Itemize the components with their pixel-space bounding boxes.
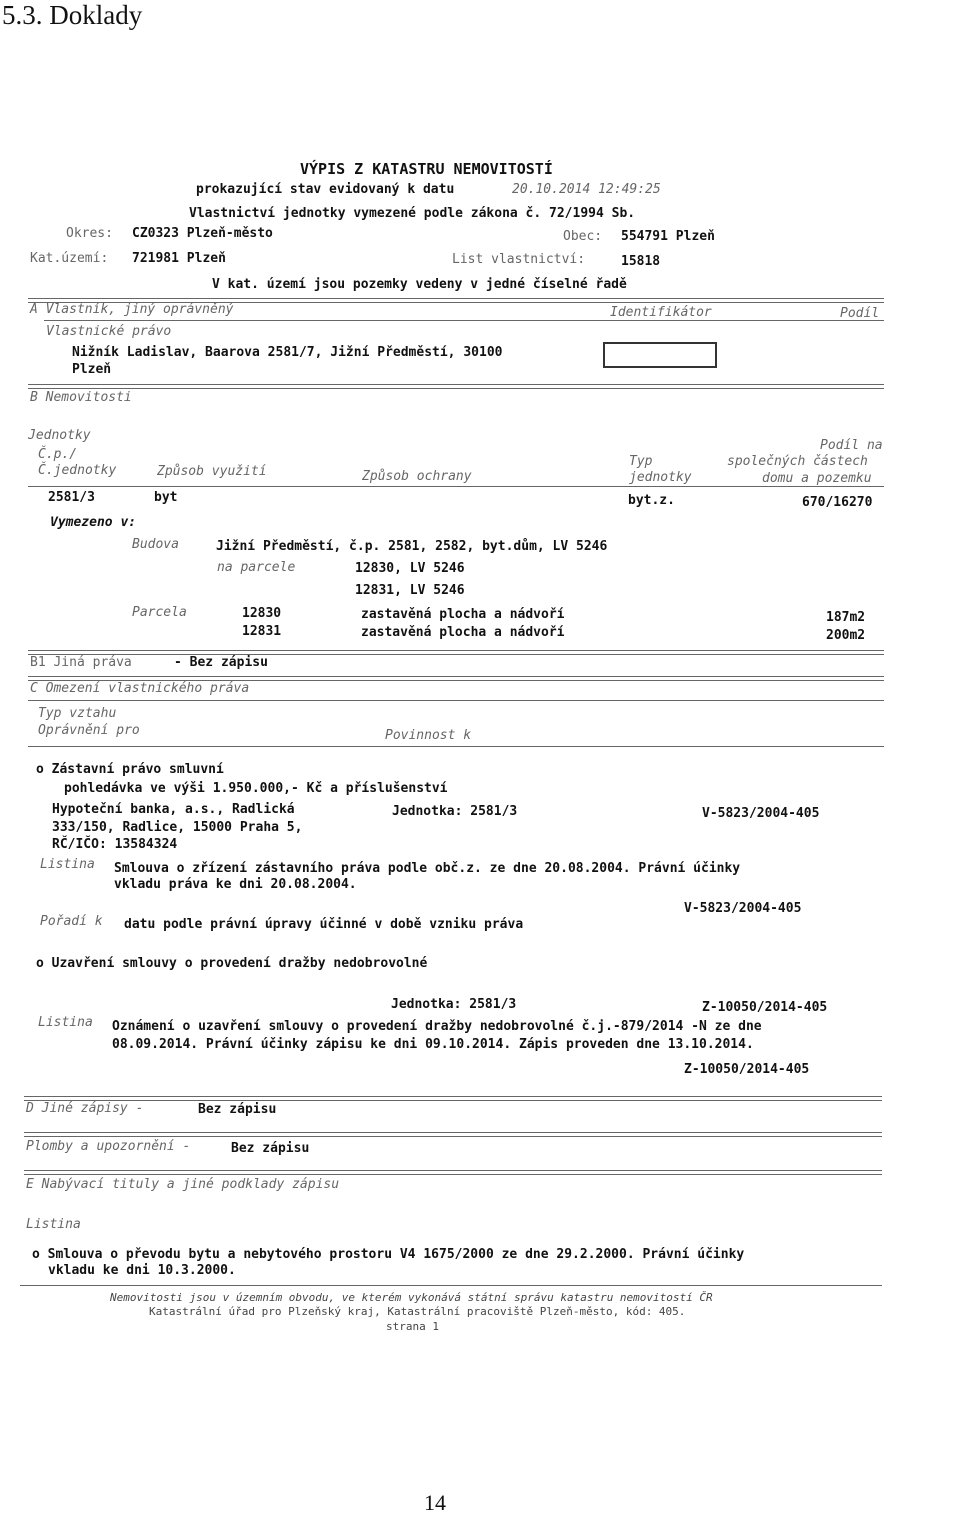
divider [24, 1096, 882, 1101]
col-typ-1: Typ [629, 454, 653, 469]
povinnost-k-label: Povinnost k [385, 728, 472, 743]
entry1-listina-line1: Smlouva o zřízení zástavního práva podle obč.z. ze dne 20.08.2004. Právní účinky [114, 861, 741, 876]
katuzemi-value: 721981 Plzeň [132, 251, 226, 266]
kat-note: V kat. území jsou pozemky vedeny v jedné číselné řadě [212, 277, 627, 292]
entry2-ref: Z-10050/2014-405 [702, 1000, 828, 1015]
row-typ: byt.z. [628, 493, 675, 508]
parcela-label: Parcela [132, 605, 187, 620]
budova-value: Jižní Předměstí, č.p. 2581, 2582, byt.dům, LV 5246 [216, 539, 608, 554]
owner-line-1: Nižník Ladislav, Baarova 2581/7, Jižní Předměstí, 30100 [72, 345, 503, 360]
law-line: Vlastnictví jednotky vymezené podle zákona č. 72/1994 Sb. [189, 206, 636, 221]
divider [28, 650, 884, 655]
na-parcele-label: na parcele [217, 560, 296, 575]
row-podil: 670/16270 [802, 495, 873, 510]
col-typ-2: jednotky [629, 470, 692, 485]
entry1-ref: V-5823/2004-405 [702, 806, 820, 821]
section-e-listina-label: Listina [26, 1217, 81, 1232]
divider [28, 486, 884, 487]
footer-line-1: Nemovitosti jsou v územním obvodu, ve kterém vykonává státní správu katastru nemovitostí ČR [110, 1291, 713, 1304]
jednotky-label: Jednotky [28, 428, 91, 443]
section-e-header: E Nabývací tituly a jiné podklady zápisu [26, 1177, 340, 1192]
obec-label: Obec: [563, 229, 603, 244]
col-zpusob-ochrany: Způsob ochrany [362, 469, 472, 484]
divider [28, 700, 884, 701]
section-a-header: A Vlastník, jiný oprávněný [30, 302, 234, 317]
opravneni-pro-label: Oprávnění pro [38, 723, 140, 738]
parcela-druh: zastavěná plocha a nádvoří [361, 607, 565, 622]
entry1-listina-line2: vkladu práva ke dni 20.08.2004. [114, 877, 357, 892]
row-vyuziti: byt [154, 490, 178, 505]
entry1-line2: pohledávka ve výši 1.950.000,- Kč a příslušenství [64, 781, 448, 796]
section-b-header: B Nemovitosti [30, 390, 132, 405]
col-cj: Č.jednotky [38, 463, 117, 478]
identifikator-box [603, 342, 717, 368]
section-d-label: D Jiné zápisy - [26, 1101, 144, 1116]
document-title: VÝPIS Z KATASTRU NEMOVITOSTÍ [300, 160, 553, 178]
podil-header: Podíl [840, 306, 880, 321]
lv-label: List vlastnictví: [452, 252, 586, 267]
col-cp: Č.p./ [38, 447, 78, 462]
parcela-ref-1: 12830, LV 5246 [355, 561, 465, 576]
owner-line-2: Plzeň [72, 362, 112, 377]
entry2-ref-2: Z-10050/2014-405 [684, 1062, 810, 1077]
poradi-value: datu podle právní úpravy účinné v době vzniku práva [124, 917, 524, 932]
plomby-label: Plomby a upozornění - [26, 1139, 191, 1154]
lv-value: 15818 [621, 254, 661, 269]
footer-line-2: Katastrální úřad pro Plzeňský kraj, Katastrální pracoviště Plzeň-město, kód: 405. [149, 1305, 686, 1318]
section-e-entry-line2: vkladu ke dni 10.3.2000. [48, 1263, 236, 1278]
parcela-vymera: 187m2 [826, 610, 866, 625]
parcela-druh: zastavěná plocha a nádvoří [361, 625, 565, 640]
vymezeno-label: Vymezeno v: [50, 515, 137, 530]
subtitle-date: 20.10.2014 12:49:25 [512, 182, 661, 197]
page-number: 14 [424, 1490, 446, 1515]
divider [44, 320, 884, 321]
entry2-jednotka: Jednotka: 2581/3 [391, 997, 517, 1012]
entry2-listina-line2: 08.09.2014. Právní účinky zápisu ke dni 09.10.2014. Zápis proveden dne 13.10.2014. [112, 1037, 754, 1052]
okres-label: Okres: [66, 226, 113, 241]
entry1-jednotka: Jednotka: 2581/3 [392, 804, 518, 819]
okres-value: CZ0323 Plzeň-město [132, 226, 273, 241]
section-e-entry-line1: o Smlouva o převodu bytu a nebytového prostoru V4 1675/2000 ze dne 29.2.2000. Právní účinky [32, 1247, 745, 1262]
identifikator-header: Identifikátor [610, 305, 712, 320]
section-b1-label: B1 Jiná práva [30, 655, 132, 670]
divider [28, 384, 884, 389]
parcela-ref-2: 12831, LV 5246 [355, 583, 465, 598]
divider [20, 1285, 882, 1286]
parcela-number: 12830 [242, 606, 282, 621]
section-b1-value: - Bez zápisu [174, 655, 268, 670]
entry2-listina-line1: Oznámení o uzavření smlouvy o provedení dražby nedobrovolné č.j.-879/2014 -N ze dne [112, 1019, 762, 1034]
obec-value: 554791 Plzeň [621, 229, 715, 244]
plomby-value: Bez zápisu [231, 1141, 310, 1156]
vlastnicke-pravo-label: Vlastnické právo [46, 324, 172, 339]
entry2-listina-label: Listina [38, 1015, 93, 1030]
entry1-ref-2: V-5823/2004-405 [684, 901, 802, 916]
budova-label: Budova [132, 537, 179, 552]
divider [24, 1132, 882, 1137]
col-podil-3: domu a pozemku [762, 471, 872, 486]
section-d-value: Bez zápisu [198, 1102, 277, 1117]
entry1-title: o Zástavní právo smluvní [36, 762, 224, 777]
parcela-vymera: 200m2 [826, 628, 866, 643]
col-podil-2: společných částech [727, 454, 868, 469]
subtitle-prefix: prokazující stav evidovaný k datu [196, 182, 455, 197]
entry1-bank-line1: Hypoteční banka, a.s., Radlická [52, 802, 295, 817]
entry1-bank-line2: 333/150, Radlice, 15000 Praha 5, [52, 820, 303, 835]
footer-line-3: strana 1 [386, 1320, 439, 1333]
col-zpusob-vyuziti: Způsob využití [157, 464, 267, 479]
section-c-header: C Omezení vlastnického práva [30, 681, 250, 696]
row-cislo-jednotky: 2581/3 [48, 490, 95, 505]
divider [24, 1170, 882, 1175]
poradi-label: Pořadí k [40, 914, 103, 929]
parcela-number: 12831 [242, 624, 282, 639]
divider [28, 746, 884, 747]
col-podil-1: Podíl na [820, 438, 883, 453]
katuzemi-label: Kat.území: [30, 251, 109, 266]
entry1-listina-label: Listina [40, 857, 95, 872]
typ-vztahu-label: Typ vztahu [38, 706, 117, 721]
entry1-bank-line3: RČ/IČO: 13584324 [52, 837, 178, 852]
entry2-title: o Uzavření smlouvy o provedení dražby nedobrovolné [36, 956, 428, 971]
section-heading: 5.3. Doklady [2, 0, 143, 30]
